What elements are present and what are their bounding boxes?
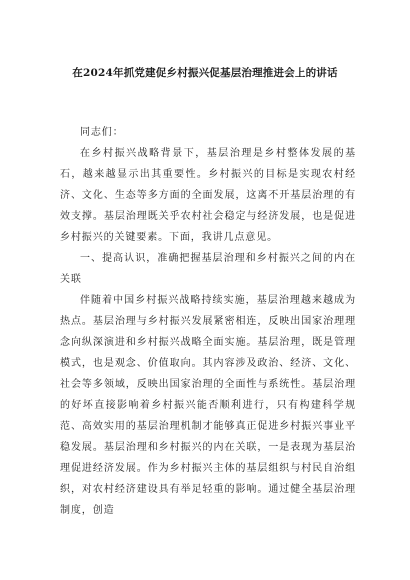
section-heading-1: 一、提高认识，准确把握基层治理和乡村振兴之间的内在关联 bbox=[60, 253, 356, 285]
document-body bbox=[60, 122, 356, 521]
salutation: 同志们： bbox=[80, 127, 124, 138]
paragraph-intro: 在乡村振兴战略背景下，基层治理是乡村整体发展的基石，越来越显示出其重要性。乡村振兴的目标是实现农村经济、文化、生态等多方面的全面发展，这离不开基层治理的有效支撑。基层治理既关乎农村社会稳定与经济发展，也是促进乡村振兴的关键要素。下面，我讲几点意见。 bbox=[60, 148, 356, 243]
paragraph-body: 伴随着中国乡村振兴战略持续实施，基层治理越来越成为热点。基层治理与乡村振兴发展紧密相连，反映出国家治理理念向纵深演进和乡村振兴战略全面实施。基层治理，既是管理模式，也是观念、价值取向。其内容涉及政治、经济、文化、社会等多领域，反映出国家治理的全面性与系统性。基层治理的好坏直接影响着乡村振兴能否顺利进行，只有构建科学规范、高效实用的基层治理机制才能够真正促进乡村振兴事业平稳发展。基层治理和乡村振兴的内在关联，一是表现为基层治理促进经济发展。作为乡村振兴主体的基层组织与村民自治组织，对农村经济建设具有举足轻重的影响。通过健全基层治理制度，创造 bbox=[60, 295, 356, 516]
document-title: 在2024年抓党建促乡村振兴促基层治理推进会上的讲话 bbox=[72, 67, 338, 79]
